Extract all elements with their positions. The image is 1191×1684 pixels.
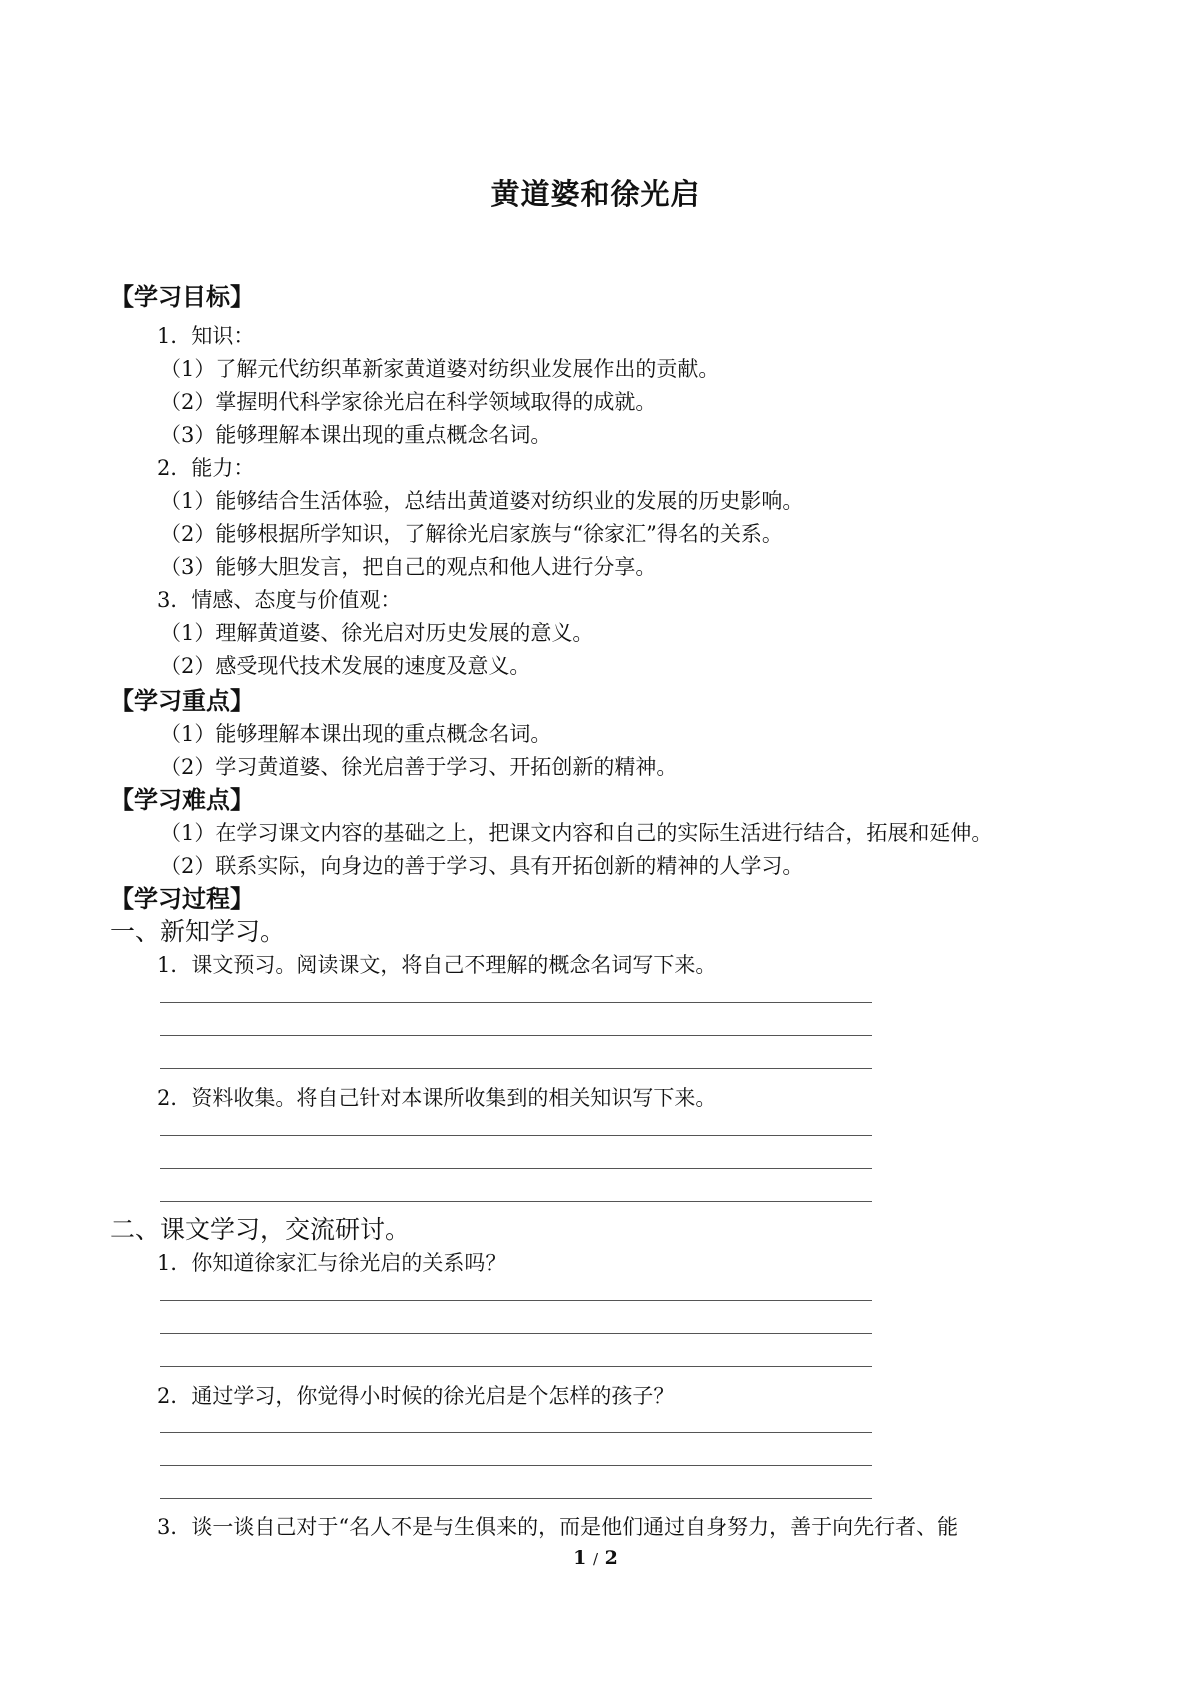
ability-label: 2．能力：: [157, 456, 255, 480]
part2-question-3: 3．谈一谈自己对于“名人不是与生俱来的，而是他们通过自身努力，善于向先行者、能: [157, 1515, 959, 1539]
knowledge-item-3: （3）能够理解本课出现的重点概念名词。: [160, 423, 552, 447]
answer-line: [160, 1002, 872, 1003]
emotion-item-2: （2）感受现代技术发展的速度及意义。: [160, 654, 531, 678]
answer-line: [160, 1432, 872, 1433]
page-current: 1: [573, 1547, 587, 1569]
key-point-1: （1）能够理解本课出现的重点概念名词。: [160, 722, 552, 746]
part2-question-1: 1．你知道徐家汇与徐光启的关系吗？: [157, 1251, 507, 1275]
part1-question-2: 2．资料收集。将自己针对本课所收集到的相关知识写下来。: [157, 1086, 717, 1110]
difficulty-2: （2）联系实际，向身边的善于学习、具有开拓创新的精神的人学习。: [160, 854, 804, 878]
page-number: [0, 1547, 1191, 1569]
key-point-2: （2）学习黄道婆、徐光启善于学习、开拓创新的精神。: [160, 755, 678, 779]
part2-question-2: 2．通过学习，你觉得小时候的徐光启是个怎样的孩子？: [157, 1384, 675, 1408]
ability-item-1: （1）能够结合生活体验，总结出黄道婆对纺织业的发展的历史影响。: [160, 489, 804, 513]
answer-line: [160, 1366, 872, 1367]
part1-title: 一、新知学习。: [110, 917, 286, 946]
answer-line: [160, 1201, 872, 1202]
answer-line: [160, 1135, 872, 1136]
process-heading: 【学习过程】: [110, 885, 254, 913]
ability-item-3: （3）能够大胆发言，把自己的观点和他人进行分享。: [160, 555, 657, 579]
difficulty-1: （1）在学习课文内容的基础之上，把课文内容和自己的实际生活进行结合，拓展和延伸。: [160, 821, 993, 845]
ability-item-2: （2）能够根据所学知识，了解徐光启家族与“徐家汇”得名的关系。: [160, 522, 783, 546]
answer-line: [160, 1035, 872, 1036]
key-points-heading: 【学习重点】: [110, 687, 254, 715]
part1-question-1: 1．课文预习。阅读课文，将自己不理解的概念名词写下来。: [157, 953, 717, 977]
knowledge-item-2: （2）掌握明代科学家徐光启在科学领域取得的成就。: [160, 390, 657, 414]
answer-line: [160, 1498, 872, 1499]
difficulties-heading: 【学习难点】: [110, 786, 254, 814]
answer-line: [160, 1333, 872, 1334]
knowledge-item-1: （1）了解元代纺织革新家黄道婆对纺织业发展作出的贡献。: [160, 357, 720, 381]
knowledge-label: 1．知识：: [157, 324, 255, 348]
page-separator: /: [592, 1550, 599, 1568]
answer-line: [160, 1300, 872, 1301]
goals-heading: 【学习目标】: [110, 283, 254, 311]
page-total: 2: [604, 1547, 618, 1569]
answer-line: [160, 1068, 872, 1069]
emotion-label: 3．情感、态度与价值观：: [157, 588, 402, 612]
answer-line: [160, 1168, 872, 1169]
answer-line: [160, 1465, 872, 1466]
emotion-item-1: （1）理解黄道婆、徐光启对历史发展的意义。: [160, 621, 594, 645]
part2-title: 二、课文学习，交流研讨。: [110, 1215, 411, 1244]
document-title: 黄道婆和徐光启: [490, 177, 701, 211]
